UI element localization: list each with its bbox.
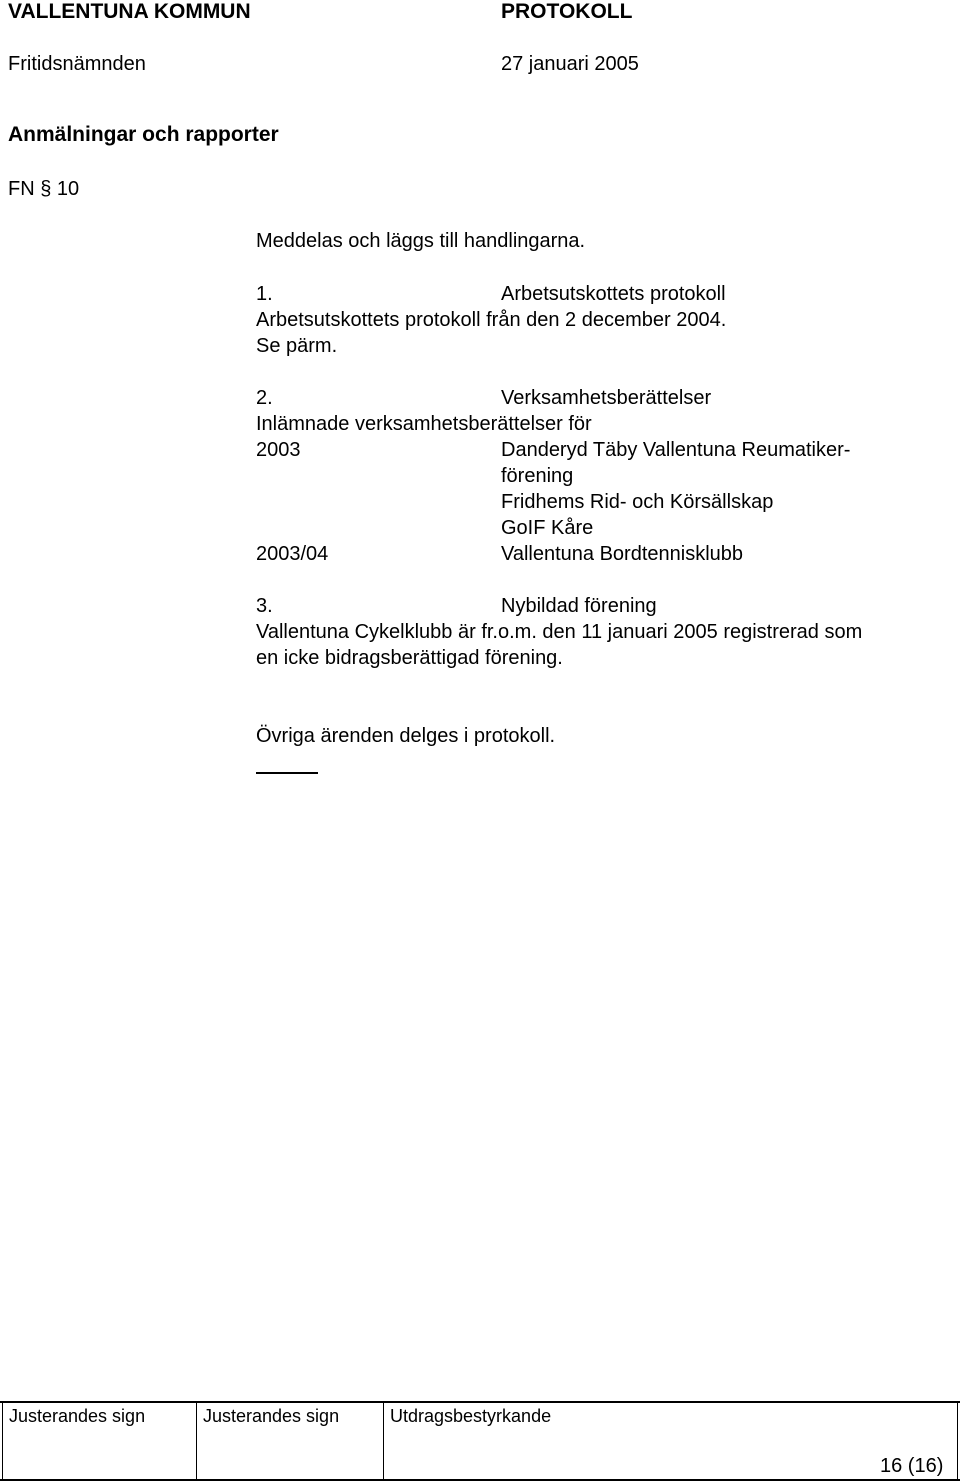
item1-line2: Se pärm. [256,335,338,357]
closing-underline [256,772,318,774]
meeting-date: 27 januari 2005 [501,53,639,75]
item2-row-text: Vallentuna Bordtennisklubb [501,543,744,565]
item1-heading: Arbetsutskottets protokoll [501,283,726,305]
committee-name: Fritidsnämnden [8,53,146,75]
item2-row-text: Fridhems Rid- och Körsällskap [501,491,774,513]
closing-text: Övriga ärenden delges i protokoll. [256,725,556,747]
item1-line1: Arbetsutskottets protokoll från den 2 december 2004. [256,309,727,331]
extract-certification-label: Utdragsbestyrkande [390,1406,552,1426]
signature-field-label: Justerandes sign [203,1406,340,1426]
item3-line1: Vallentuna Cykelklubb är fr.o.m. den 11 januari 2005 registrerad som [256,621,863,643]
intro-text: Meddelas och läggs till handlingarna. [256,230,586,252]
org-name: VALLENTUNA KOMMUN [8,0,251,23]
item2-row-year: 2003/04 [256,543,329,565]
footer-border-left [2,1401,3,1480]
footer-border-right [957,1401,958,1480]
item2-number: 2. [256,387,273,409]
item2-line1: Inlämnade verksamhetsberättelser för [256,413,592,435]
item1-number: 1. [256,283,273,305]
item2-row-text: Danderyd Täby Vallentuna Reumatiker- [501,439,851,461]
item2-row-text: förening [501,465,574,487]
item3-number: 3. [256,595,273,617]
section-title: Anmälningar och rapporter [8,123,279,146]
paragraph-ref: FN § 10 [8,178,80,200]
doc-type: PROTOKOLL [501,0,633,23]
item2-row-text: GoIF Kåre [501,517,594,539]
signature-field-label: Justerandes sign [9,1406,146,1426]
footer-divider [196,1401,197,1480]
page-number: 16 (16) [880,1455,944,1477]
footer-divider [383,1401,384,1480]
footer-bottom-rule [0,1479,960,1481]
item2-row-year: 2003 [256,439,301,461]
footer-top-rule [0,1401,960,1403]
item3-line2: en icke bidragsberättigad förening. [256,647,563,669]
item2-heading: Verksamhetsberättelser [501,387,712,409]
item3-heading: Nybildad förening [501,595,657,617]
